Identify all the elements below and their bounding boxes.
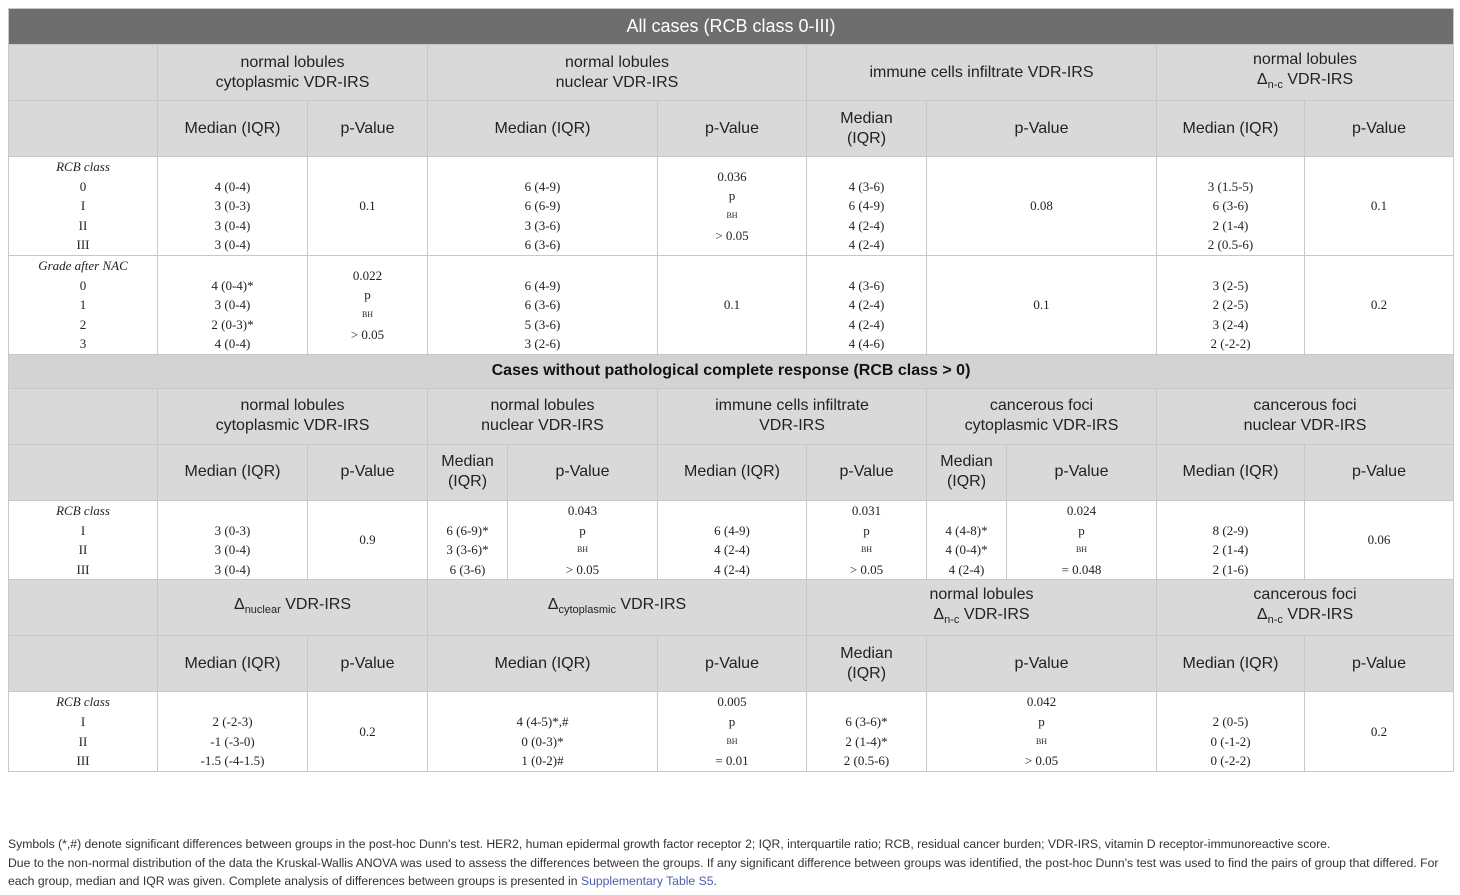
header-median-iqr: Median (IQR): [428, 444, 508, 500]
header-normal-lobules-nuclear: normal lobules nuclear VDR-IRS: [428, 388, 658, 444]
header-p-value: p-Value: [1305, 444, 1454, 500]
cell-values: 4 (4-5)*,# 0 (0-3)* 1 (0-2)#: [428, 692, 658, 771]
cell-p-value: 0.2: [308, 692, 428, 771]
cell-p-value: 0.08: [927, 157, 1157, 256]
table-row: [9, 157, 1454, 256]
header-p-value: p-Value: [308, 101, 428, 157]
header-median-iqr: Median (IQR): [1157, 444, 1305, 500]
header-p-value: p-Value: [807, 444, 927, 500]
header-median-iqr: Median (IQR): [807, 101, 927, 157]
cell-values: 4 (0-4)* 3 (0-4) 2 (0-3)* 4 (0-4): [158, 255, 308, 354]
header-normal-lobules-cytoplasmic: normal lobules cytoplasmic VDR-IRS: [158, 388, 428, 444]
row-label-grade: Grade after NAC 0 1 2 3: [9, 255, 158, 354]
header-immune-cells: immune cells infiltrate VDR-IRS: [807, 45, 1157, 101]
header-normal-lobules-cytoplasmic: normal lobules cytoplasmic VDR-IRS: [158, 45, 428, 101]
results-table: [8, 8, 1454, 772]
blank-header-cell: [9, 580, 158, 636]
header-p-value: p-Value: [658, 101, 807, 157]
header-normal-lobules-delta-nc: normal lobules $\Delta_{n-c}$ VDR-IRS: [1157, 45, 1454, 101]
cell-p-value: 0.043 p BH > 0.05: [508, 500, 658, 579]
header-normal-lobules-delta-nc: normal lobules $\Delta_{n-c}$ VDR-IRS: [807, 580, 1157, 636]
cell-p-value: 0.9: [308, 500, 428, 579]
header-median-iqr: Median (IQR): [1157, 101, 1305, 157]
header-median-iqr: Median (IQR): [658, 444, 807, 500]
cell-values: 3 (2-5) 2 (2-5) 3 (2-4) 2 (-2-2): [1157, 255, 1305, 354]
header-cancerous-foci-cytoplasmic: cancerous foci cytoplasmic VDR-IRS: [927, 388, 1157, 444]
header-median-iqr: Median (IQR): [927, 444, 1007, 500]
header-delta-nuclear: $\Delta_{nuclear}$ VDR-IRS: [158, 580, 428, 636]
footnote-symbols: Symbols (*,#) denote significant differences between groups in the post-hoc Dunn's test. HER2, human epidermal growth factor receptor 2; IQR, interquartile ratio; RCB, residual cancer burden; VDR-IRS, vitamin D receptor-immunoreactive score.: [8, 837, 1331, 851]
table-row: [9, 500, 1454, 579]
header-p-value: p-Value: [1305, 101, 1454, 157]
cell-p-value: 0.2: [1305, 692, 1454, 771]
header-cancerous-foci-delta-nc: cancerous foci $\Delta_{n-c}$ VDR-IRS: [1157, 580, 1454, 636]
header-p-value: p-Value: [927, 636, 1157, 692]
cell-values: 6 (3-6)* 2 (1-4)* 2 (0.5-6): [807, 692, 927, 771]
blank-header-cell: [9, 636, 158, 692]
cell-values: 4 (3-6) 4 (2-4) 4 (2-4) 4 (4-6): [807, 255, 927, 354]
cell-values: 6 (4-9) 6 (6-9) 3 (3-6) 6 (3-6): [428, 157, 658, 256]
table-row: [9, 255, 1454, 354]
supplementary-table-link[interactable]: Supplementary Table S5: [580, 874, 714, 888]
cell-values: 4 (3-6) 6 (4-9) 4 (2-4) 4 (2-4): [807, 157, 927, 256]
blank-header-cell: [9, 444, 158, 500]
cell-values: 3 (0-3) 3 (0-4) 3 (0-4): [158, 500, 308, 579]
cell-p-value: 0.1: [658, 255, 807, 354]
cell-p-value: 0.1: [927, 255, 1157, 354]
cell-values: 6 (4-9) 4 (2-4) 4 (2-4): [658, 500, 807, 579]
cell-p-value: 0.042 p BH > 0.05: [927, 692, 1157, 771]
blank-header-cell: [9, 101, 158, 157]
cell-values: 4 (4-8)* 4 (0-4)* 4 (2-4): [927, 500, 1007, 579]
header-median-iqr: Median (IQR): [1157, 636, 1305, 692]
cell-values: 3 (1.5-5) 6 (3-6) 2 (1-4) 2 (0.5-6): [1157, 157, 1305, 256]
cell-p-value: 0.1: [308, 157, 428, 256]
header-delta-cytoplasmic: $\Delta_{cytoplasmic}$ VDR-IRS: [428, 580, 807, 636]
header-cancerous-foci-nuclear: cancerous foci nuclear VDR-IRS: [1157, 388, 1454, 444]
header-p-value: p-Value: [1007, 444, 1157, 500]
cell-p-value: 0.1: [1305, 157, 1454, 256]
header-p-value: p-Value: [1305, 636, 1454, 692]
row-label-rcb-class: RCB class I II III: [9, 500, 158, 579]
blank-header-cell: [9, 45, 158, 101]
cell-values: 4 (0-4) 3 (0-3) 3 (0-4) 3 (0-4): [158, 157, 308, 256]
header-p-value: p-Value: [308, 444, 428, 500]
header-p-value: p-Value: [927, 101, 1157, 157]
header-p-value: p-Value: [508, 444, 658, 500]
header-median-iqr: Median (IQR): [807, 636, 927, 692]
section-title-non-pcr: Cases without pathological complete response (RCB class > 0): [9, 354, 1454, 388]
header-p-value: p-Value: [658, 636, 807, 692]
cell-p-value: 0.06: [1305, 500, 1454, 579]
row-label-rcb-class: RCB class I II III: [9, 692, 158, 771]
header-median-iqr: Median (IQR): [158, 444, 308, 500]
header-p-value: p-Value: [308, 636, 428, 692]
cell-values: 6 (6-9)* 3 (3-6)* 6 (3-6): [428, 500, 508, 579]
cell-p-value: 0.024 p BH = 0.048: [1007, 500, 1157, 579]
row-label-rcb-class: RCB class 0 I II III: [9, 157, 158, 256]
header-normal-lobules-nuclear: normal lobules nuclear VDR-IRS: [428, 45, 807, 101]
cell-p-value: 0.031 p BH > 0.05: [807, 500, 927, 579]
header-median-iqr: Median (IQR): [428, 636, 658, 692]
cell-p-value: 0.036 p BH > 0.05: [658, 157, 807, 256]
cell-p-value: 0.022 p BH > 0.05: [308, 255, 428, 354]
cell-values: 2 (-2-3) -1 (-3-0) -1.5 (-4-1.5): [158, 692, 308, 771]
cell-p-value: 0.2: [1305, 255, 1454, 354]
header-median-iqr: Median (IQR): [158, 636, 308, 692]
cell-values: 2 (0-5) 0 (-1-2) 0 (-2-2): [1157, 692, 1305, 771]
cell-values: 8 (2-9) 2 (1-4) 2 (1-6): [1157, 500, 1305, 579]
footnote-methods: Due to the non-normal distribution of the data the Kruskal-Wallis ANOVA was used to assess the differences between the groups. If any significant difference between groups was identified, the post-hoc Dunn's test was used to find the pairs of group that differed. For each group, median and IQR was given. Complete analysis of differences between groups is presented in Supplementary Table S5.: [8, 855, 1439, 888]
header-median-iqr: Median (IQR): [428, 101, 658, 157]
blank-header-cell: [9, 388, 158, 444]
cell-p-value: 0.005 p BH = 0.01: [658, 692, 807, 771]
header-median-iqr: Median (IQR): [158, 101, 308, 157]
table-footnotes: [8, 835, 1453, 891]
section-title-all-cases: All cases (RCB class 0-III): [9, 9, 1454, 45]
header-immune-cells: immune cells infiltrate VDR-IRS: [658, 388, 927, 444]
table-row: [9, 692, 1454, 771]
cell-values: 6 (4-9) 6 (3-6) 5 (3-6) 3 (2-6): [428, 255, 658, 354]
